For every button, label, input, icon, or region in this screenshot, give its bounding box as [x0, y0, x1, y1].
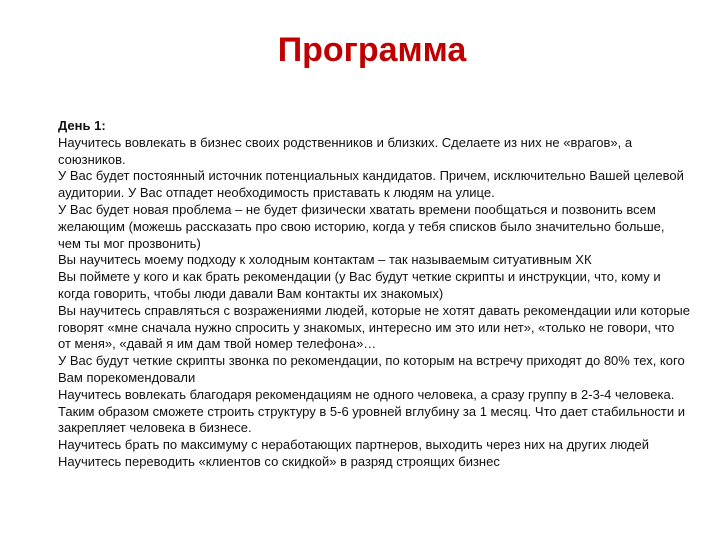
paragraph: У Вас будет новая проблема – не будет физически хватать времени пообщаться и позвонить всем желающим (можешь рассказать про свою историю, когда у тебя списков было значительно больше, чем ты мог прозвонить): [58, 201, 665, 251]
program-content: [58, 118, 690, 471]
paragraph: Научитесь переводить «клиентов со скидкой» в разряд строящих бизнес: [58, 453, 500, 469]
slide-title: Программа: [277, 31, 467, 69]
paragraph: Вы научитесь моему подходу к холодным контактам – так называемым ситуативным ХК: [58, 252, 592, 268]
paragraph: Вы поймете у кого и как брать рекомендации (у Вас будут четкие скрипты и инструкции, что, кому и когда говорить, чтобы люди давали Вам контакты их знакомых): [58, 269, 661, 301]
paragraph: Научитесь вовлекать благодаря рекомендациям не одного человека, а сразу группу в 2-3-4 человека. Таким образом сможете строить структуру в 5-6 уровней вглубину за 1 месяц. Что дает стабильности и закрепляет человека в бизнесе.: [58, 386, 686, 436]
paragraph: Научитесь вовлекать в бизнес своих родственников и близких. Сделаете из них не «врагов», а союзников.: [58, 134, 633, 167]
paragraph: У Вас будут четкие скрипты звонка по рекомендации, по которым на встречу приходят до 80% тех, кого Вам порекомендовали: [58, 353, 685, 385]
day-heading: День 1:: [58, 118, 106, 133]
paragraph: У Вас будет постоянный источник потенциальных кандидатов. Причем, исключительно Вашей целевой аудитории. У Вас отпадет необходимость приставать к людям на улице.: [58, 168, 684, 201]
paragraph: Научитесь брать по максимуму с неработающих партнеров, выходить через них на других людей: [58, 437, 650, 453]
paragraph: Вы научитесь справляться с возражениями людей, которые не хотят давать рекомендации или которые говорят «мне сначала нужно спросить у знакомых, интересно им это или нет», «только не говори, что от меня», «давай я им дам твой номер телефона»…: [58, 302, 690, 352]
